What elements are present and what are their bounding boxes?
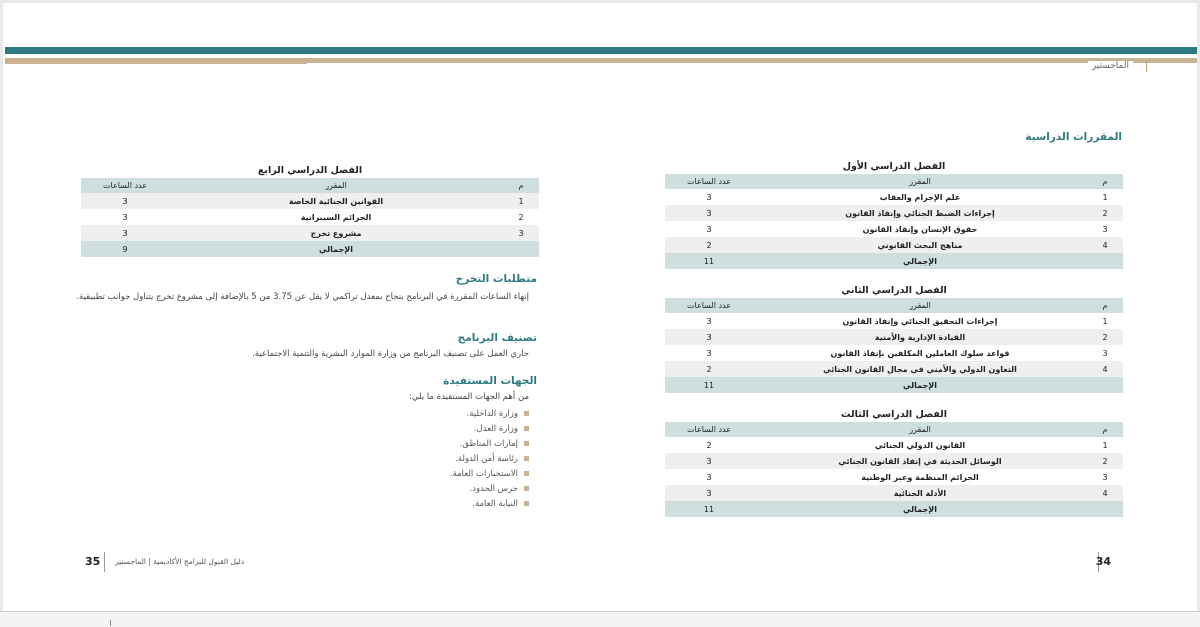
- list-item-text: إمارات المناطق.: [459, 438, 518, 449]
- table-total-row: [665, 501, 1123, 517]
- cell-course: قواعد سلوك العاملين المكلفين بإنفاذ القانون: [830, 348, 1010, 358]
- header-m: م: [1087, 174, 1123, 189]
- bullet-icon: [524, 486, 529, 491]
- beneficiaries-list: [450, 406, 529, 511]
- header-course: المقرر: [753, 422, 1087, 437]
- total-hours: 9: [81, 241, 169, 257]
- header-m: م: [503, 178, 539, 193]
- table-total-row: [81, 241, 539, 257]
- cell-m: 1: [503, 193, 539, 209]
- cell-course: القيادة الإدارية والأمنية: [753, 329, 1087, 345]
- cell-hours: 3: [706, 192, 712, 202]
- cell-empty: [503, 241, 539, 257]
- header-hours: عدد الساعات: [81, 178, 169, 193]
- page-number-right: 34: [1095, 555, 1111, 568]
- cell-course: إجراءات الضبط الجنائي وإنفاذ القانون: [753, 205, 1087, 221]
- list-item: [450, 421, 529, 436]
- bullet-icon: [524, 456, 529, 461]
- table-row: [665, 453, 1123, 469]
- table-row: [665, 361, 1123, 377]
- cell-m: 2: [1087, 453, 1123, 469]
- viewer-tick: [110, 620, 111, 626]
- table-row: [665, 469, 1123, 485]
- cell-hours: 3: [706, 348, 712, 358]
- header-gold-bar-left: [5, 58, 307, 64]
- list-item-text: رئاسة أمن الدولة.: [455, 453, 518, 464]
- cell-m: 3: [1102, 224, 1108, 234]
- footer-text: دليل القبول للبرامج الأكاديمية | الماجستير: [115, 557, 245, 566]
- cell-empty: [1087, 377, 1123, 393]
- header-hours: عدد الساعات: [665, 298, 753, 313]
- cell-course: مناهج البحث القانوني: [753, 237, 1087, 253]
- header-hours: عدد الساعات: [665, 422, 753, 437]
- classification-text: جاري العمل على تصنيف البرنامج من وزارة الموارد البشرية والتنمية الاجتماعية.: [252, 349, 529, 359]
- header-m: م: [1087, 422, 1123, 437]
- list-item: [450, 406, 529, 421]
- list-item-text: حرس الحدود.: [469, 483, 518, 494]
- cell-m: 3: [1102, 348, 1108, 358]
- semester-table: [665, 174, 1123, 269]
- header-divider: [1132, 60, 1147, 72]
- cell-course: حقوق الإنسان وإنفاذ القانون: [862, 224, 978, 234]
- cell-course: علم الإجرام والعقاب: [879, 192, 961, 202]
- list-item-text: وزارة العدل.: [473, 423, 518, 434]
- semester-title: الفصل الدراسي الأول: [842, 161, 946, 172]
- semester-table: [665, 422, 1123, 517]
- cell-hours: 2: [706, 440, 712, 450]
- semester-title: الفصل الدراسي الثاني: [841, 285, 947, 296]
- table-row: [665, 237, 1123, 253]
- cell-hours: 3: [122, 212, 128, 222]
- table-row: [665, 345, 1123, 361]
- cell-m: 1: [1102, 316, 1108, 326]
- beneficiaries-title: الجهات المستفيدة: [443, 375, 537, 387]
- table-row: [665, 205, 1123, 221]
- cell-hours: 3: [706, 316, 712, 326]
- document-spread: [3, 3, 1197, 611]
- courses-section-title: المقررات الدراسية: [1025, 131, 1122, 143]
- semester-4: [81, 165, 539, 257]
- cell-hours: 3: [665, 453, 753, 469]
- cell-course: التعاون الدولي والأمني في مجال القانون الجنائي: [753, 361, 1087, 377]
- bullet-icon: [524, 501, 529, 506]
- cell-empty: [1087, 501, 1123, 517]
- cell-hours: 3: [665, 485, 753, 501]
- cell-m: 3: [1102, 472, 1108, 482]
- cell-hours: 3: [81, 193, 169, 209]
- total-hours: 11: [665, 377, 753, 393]
- graduation-title: متطلبات التخرج: [455, 273, 537, 285]
- list-item: [450, 481, 529, 496]
- bullet-icon: [524, 411, 529, 416]
- cell-hours: 3: [665, 205, 753, 221]
- table-total-row: [665, 377, 1123, 393]
- cell-empty: [1087, 253, 1123, 269]
- semester-table: [81, 178, 539, 257]
- table-header-row: [665, 422, 1123, 437]
- list-item: [450, 496, 529, 511]
- cell-course: الجرائم السيبرانية: [300, 212, 372, 222]
- footer-divider-left: [104, 552, 105, 572]
- cell-m: 1: [1102, 192, 1108, 202]
- cell-course: إجراءات التحقيق الجنائي وإنفاذ القانون: [842, 316, 998, 326]
- cell-hours: 3: [706, 224, 712, 234]
- cell-hours: 3: [706, 472, 712, 482]
- header-hours: عدد الساعات: [665, 174, 753, 189]
- cell-course: القانون الدولي الجنائي: [874, 440, 966, 450]
- total-label: الإجمالي: [753, 501, 1087, 517]
- table-row: [665, 221, 1123, 237]
- total-label: الإجمالي: [169, 241, 503, 257]
- table-header-row: [81, 178, 539, 193]
- cell-hours: 2: [665, 237, 753, 253]
- list-item: [450, 451, 529, 466]
- bullet-icon: [524, 471, 529, 476]
- cell-m: 4: [1087, 361, 1123, 377]
- cell-course: مشروع تخرج: [169, 225, 503, 241]
- table-row: [81, 225, 539, 241]
- list-item-text: الاستخبارات العامة.: [449, 468, 518, 479]
- semester-1: [665, 161, 1123, 269]
- cell-course: الأدلة الجنائية: [753, 485, 1087, 501]
- table-total-row: [665, 253, 1123, 269]
- cell-hours: 2: [665, 361, 753, 377]
- header-teal-bar: [5, 47, 1197, 54]
- list-item: [450, 466, 529, 481]
- bullet-icon: [524, 441, 529, 446]
- table-header-row: [665, 174, 1123, 189]
- cell-course: القوانين الجنائية الخاصة: [169, 193, 503, 209]
- header-course: المقرر: [753, 174, 1087, 189]
- bullet-icon: [524, 426, 529, 431]
- cell-hours: 3: [665, 329, 753, 345]
- semester-3: [665, 409, 1123, 517]
- header-m: م: [1087, 298, 1123, 313]
- total-label: الإجمالي: [753, 253, 1087, 269]
- cell-hours: 3: [81, 225, 169, 241]
- list-item-text: النيابة العامة.: [472, 498, 518, 509]
- list-item-text: وزارة الداخلية.: [466, 408, 518, 419]
- total-label: الإجمالي: [753, 377, 1087, 393]
- cell-m: 3: [503, 225, 539, 241]
- cell-m: 2: [1087, 205, 1123, 221]
- semester-title: الفصل الدراسي الثالث: [841, 409, 947, 420]
- cell-m: 2: [1087, 329, 1123, 345]
- table-row: [665, 329, 1123, 345]
- table-row: [665, 313, 1123, 329]
- table-row: [665, 189, 1123, 205]
- semester-title: الفصل الدراسي الرابع: [257, 165, 363, 176]
- viewer-bottom-strip: [0, 611, 1200, 627]
- classification-title: تصنيف البرنامج: [457, 332, 537, 344]
- semester-table: [665, 298, 1123, 393]
- header-label: الماجستير: [1088, 61, 1133, 71]
- table-row: [665, 437, 1123, 453]
- header-course: المقرر: [169, 178, 503, 193]
- table-row: [665, 485, 1123, 501]
- cell-m: 2: [518, 212, 524, 222]
- cell-m: 4: [1087, 237, 1123, 253]
- cell-m: 1: [1102, 440, 1108, 450]
- table-header-row: [665, 298, 1123, 313]
- page-number-left: 35: [85, 555, 101, 568]
- semester-2: [665, 285, 1123, 393]
- total-hours: 11: [665, 253, 753, 269]
- header-course: المقرر: [753, 298, 1087, 313]
- total-hours: 11: [665, 501, 753, 517]
- table-row: [81, 193, 539, 209]
- cell-course: الجرائم المنظمة وعبر الوطنية: [861, 472, 979, 482]
- cell-course: الوسائل الحديثة في إنفاذ القانون الجنائي: [753, 453, 1087, 469]
- list-item: [450, 436, 529, 451]
- table-row: [81, 209, 539, 225]
- graduation-text: إنهاء الساعات المقررة في البرنامج بنجاح بمعدل تراكمي لا يقل عن 3.75 من 5 بالإضافة إلى مشروع تخرج يتناول جوانب تطبيقية.: [76, 292, 529, 302]
- cell-m: 4: [1087, 485, 1123, 501]
- beneficiaries-intro: من أهم الجهات المستفيدة ما يلي:: [408, 392, 529, 402]
